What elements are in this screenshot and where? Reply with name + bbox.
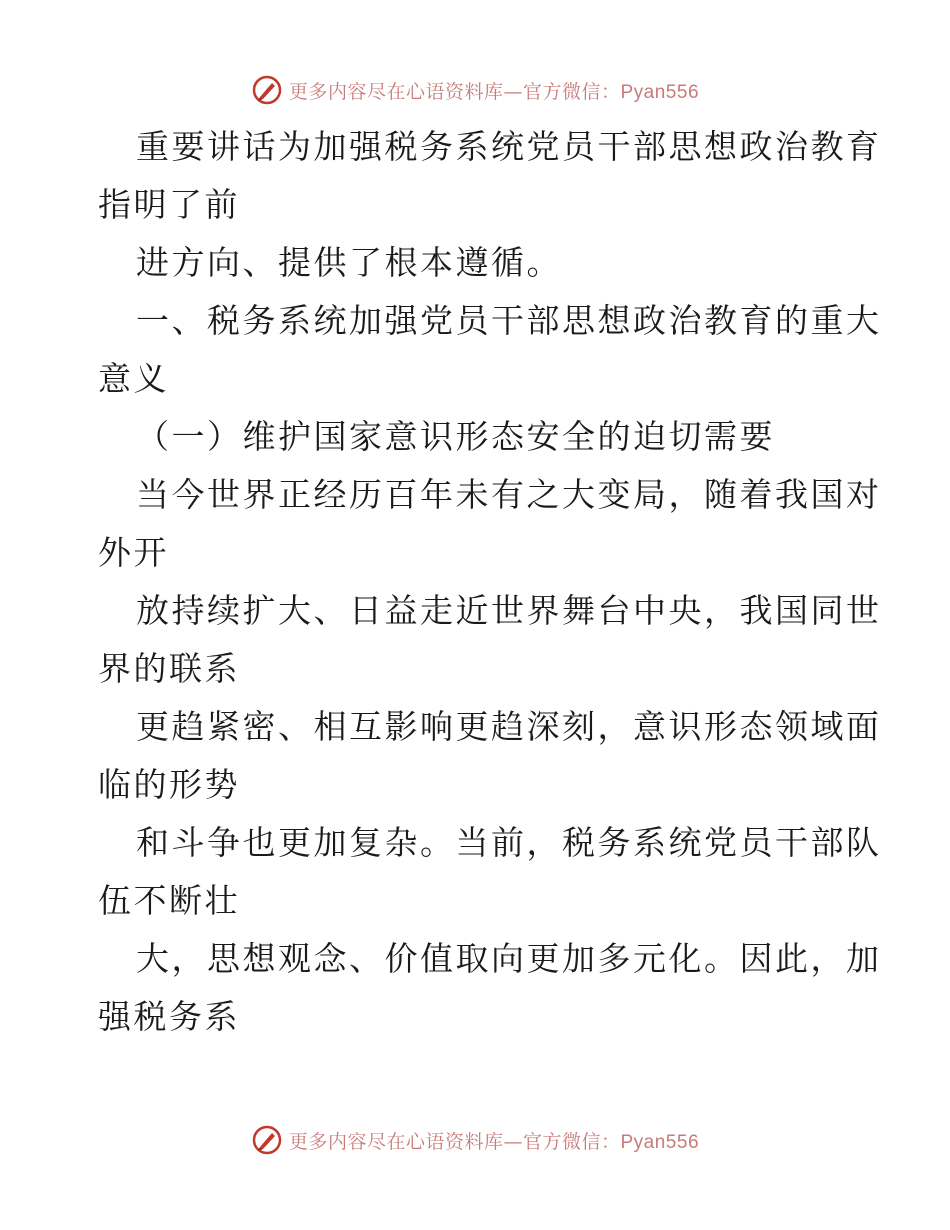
text-line: 指明了前 (98, 185, 240, 224)
text-line: 界的联系 (98, 649, 240, 688)
pen-logo-icon (251, 74, 283, 106)
text-line: 大，思想观念、价值取向更加多元化。因此，加 (136, 939, 882, 978)
watermark-wechat-id: Pyan556 (620, 1131, 700, 1153)
text-line: 放持续扩大、日益走近世界舞台中央，我国同世 (136, 591, 882, 630)
header-watermark (0, 70, 950, 110)
watermark-text: 更多内容尽在心语资料库—官方微信：Pyan556 (288, 1130, 700, 1153)
text-line: （一）维护国家意识形态安全的迫切需要 (136, 417, 775, 456)
text-line: 当今世界正经历百年未有之大变局，随着我国对 (136, 475, 882, 514)
text-line: 临的形势 (98, 765, 240, 804)
watermark-text: 更多内容尽在心语资料库—官方微信：Pyan556 (288, 80, 700, 103)
text-line: 意义 (98, 359, 169, 398)
text-line: 重要讲话为加强税务系统党员干部思想政治教育 (136, 127, 882, 166)
watermark-wechat-id: Pyan556 (620, 81, 700, 103)
text-line: 进方向、提供了根本遵循。 (136, 243, 562, 282)
document-body (98, 118, 882, 1046)
pen-logo-icon (251, 1124, 283, 1156)
text-line: 更趋紧密、相互影响更趋深刻，意识形态领域面 (136, 707, 882, 746)
text-line: 一、税务系统加强党员干部思想政治教育的重大 (136, 301, 882, 340)
text-line: 伍不断壮 (98, 881, 240, 920)
text-line: 外开 (98, 533, 169, 572)
text-line: 强税务系 (98, 997, 240, 1036)
footer-watermark (0, 1120, 950, 1160)
text-line: 和斗争也更加复杂。当前，税务系统党员干部队 (136, 823, 882, 862)
